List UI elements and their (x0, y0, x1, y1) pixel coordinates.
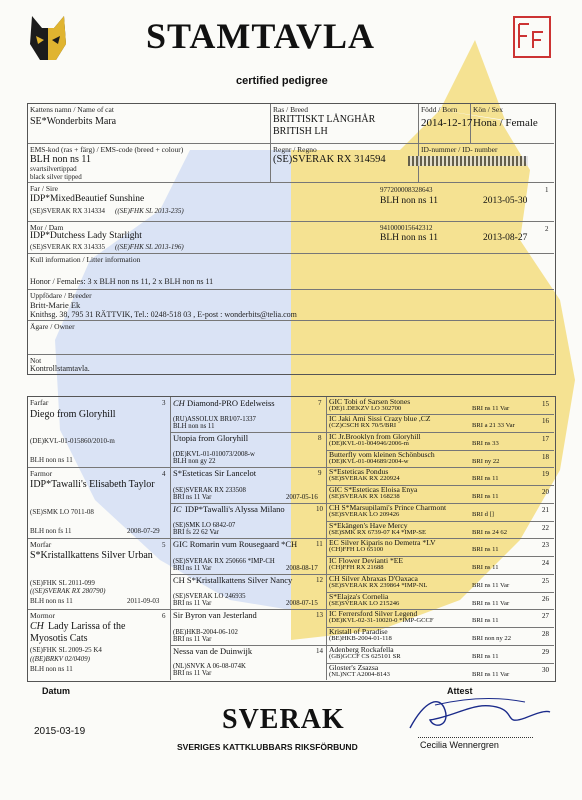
gen4-20-name: GIC S*Esteticas Eloisa Enya (329, 485, 418, 494)
gen4-20-ems: BRI ns 11 (472, 493, 499, 500)
gen4-24-number: 24 (542, 559, 549, 567)
gen4-25-reg: (SE)SVERAK RX 239864 *IMP-NL (329, 582, 428, 589)
gen3-12-reg: (SE)SVERAK LO 246935 (173, 593, 246, 600)
maternal-grandsire-label: Morfar (30, 540, 52, 549)
litter-text: Honor / Females: 3 x BLH non ns 11, 2 x BLH non ns 11 (30, 277, 214, 286)
gen3-11-date: 2008-08-17 (286, 565, 318, 572)
gen4-30-ems: BRI ns 11 Var (472, 671, 510, 678)
paternal-grandsire-reg: (DE)KVL-01-015860/2010-m (30, 437, 115, 445)
gen4-26-reg: (SE)SVERAK LO 215246 (329, 600, 400, 607)
gen4-15-number: 15 (542, 400, 549, 408)
gen4-24-name: IC Flower Devianti *EE (329, 556, 404, 565)
gen4-19-ems: BRI ns 11 (472, 475, 499, 482)
litter-label: Kull information / Litter information (30, 255, 141, 264)
gen3-10-number: 10 (316, 505, 323, 513)
gen4-22-name: S*Ekängen's Have Mercy (329, 521, 408, 530)
gen3-10-reg: (SE)SMK LO 6842-07 (173, 522, 236, 529)
paternal-grandsire-ems: BLH non ns 11 (30, 456, 73, 464)
gen4-21-reg: (SE)SVERAK LO 209426 (329, 511, 400, 518)
dam-ems: BLH non ns 11 (380, 233, 438, 243)
gen4-28-ems: BRI non ny 22 (472, 635, 512, 642)
gen4-16-name: IC Jaki Ami Sissi Crazy blue ,CZ (329, 414, 431, 423)
gen4-21-name: CH S*Marsupilami's Prince Charmont (329, 503, 447, 512)
paternal-granddam-ems: BLH non fs 11 (30, 527, 72, 535)
gen3-13-reg: (BE)HKB-2004-06-102 (173, 629, 238, 636)
document-date: 2015-03-19 (34, 726, 86, 737)
gen3-8-ems: BLH non gy 22 (173, 458, 216, 465)
sire-number: 1 (545, 186, 549, 194)
paternal-granddam-reg: (SE)SMK LO 7011-08 (30, 508, 94, 516)
gen3-11-reg: (SE)SVERAK RX 250666 *IMP-CH (173, 558, 275, 565)
page-subtitle: certified pedigree (236, 75, 328, 87)
gen4-29-reg: (GB)GCCF CS 625101 SR (329, 653, 401, 660)
gen4-24-reg: (CH)FFH RX 21688 (329, 564, 384, 571)
gen4-17-reg: (DE)KVL-01-004946/2006-m (329, 440, 409, 447)
cat-name: SE*Wonderbits Mara (30, 116, 117, 127)
gen3-10-prefix: IC (173, 504, 182, 514)
gen3-11-ems: BRI ns 11 Var (173, 565, 212, 572)
id-label: ID-nummer / ID- number (421, 145, 498, 154)
sverak-cat-logo-icon (28, 14, 68, 62)
maternal-granddam-name2: Myosotis Cats (30, 633, 88, 644)
gen4-15-ems: BRI ns 11 Var (472, 405, 510, 412)
gen4-23-number: 23 (542, 541, 549, 549)
gen3-7-ems: BLH non ns 11 (173, 423, 215, 430)
sire-ems: BLH non ns 11 (380, 196, 438, 206)
gen4-30-number: 30 (542, 666, 549, 674)
dam-reg: (SE)SVERAK RX 314335 (30, 243, 106, 251)
gen3-9-number: 9 (318, 469, 322, 477)
sire-reg2: ((SE)FHK SL 2013-235) (115, 207, 184, 215)
gen4-18-name: Butterfly vom kleinen Schönbusch (329, 450, 435, 459)
gen4-22-ems: BRI ns 24 62 (472, 529, 507, 536)
gen4-25-ems: BRI ns 11 Var (472, 582, 510, 589)
gen3-12-ems: BRI ns 11 Var (173, 600, 212, 607)
gen3-10-ems: BRI fs 22 62 Var (173, 529, 219, 536)
maternal-granddam-reg: (SE)FHK SL 2009-25 K4 (30, 646, 102, 654)
gen4-30-reg: (NL)NCT A2004-8143 (329, 671, 390, 678)
gen3-10-name: IDP*Tawalli's Alyssa Milano (185, 504, 285, 514)
paternal-grandsire-number: 3 (162, 399, 166, 407)
maternal-granddam-label: Mormor (30, 611, 55, 620)
datum-label: Datum (42, 686, 71, 696)
owner-label: Ägare / Owner (30, 322, 75, 331)
paternal-granddam-number: 4 (162, 470, 166, 478)
maternal-grandsire-name: S*Kristallkattens Silver Urban (30, 550, 153, 561)
ems-label: EMS-kod (ras + färg) / EMS-code (breed + colour) (30, 145, 184, 154)
gen4-27-ems: BRI ns 11 (472, 617, 499, 624)
gen4-26-name: S*Elajza's Cornelia (329, 592, 389, 601)
gen4-19-reg: (SE)SVERAK RX 220924 (329, 475, 400, 482)
gen4-18-ems: BRI ny 22 (472, 458, 500, 465)
gen4-25-number: 25 (542, 577, 549, 585)
reg-label: Regnr / Regno (273, 145, 317, 154)
sire-chip: 977200008328643 (380, 186, 433, 194)
gen4-17-ems: BRI ns 33 (472, 440, 499, 447)
breeder-label: Uppfödare / Breeder (30, 291, 92, 300)
gen4-27-reg: (DE)KVL-02-31-10020-0 *IMP-GCCF (329, 617, 434, 624)
sire-name: IDP*MixedBeautief Sunshine (30, 194, 145, 204)
gen4-25-name: CH Silver Abraxas D'Oaxaca (329, 574, 418, 583)
note-text: Kontrollstamtavla. (30, 364, 90, 373)
gen4-19-number: 19 (542, 470, 549, 478)
id-number-redacted (408, 156, 528, 166)
gen4-19-name: S*Esteticas Pondus (329, 467, 389, 476)
gen4-26-number: 26 (542, 595, 549, 603)
page-title: STAMTAVLA (146, 16, 376, 56)
gen4-22-number: 22 (542, 524, 549, 532)
born-label: Född / Born (421, 105, 458, 114)
dam-label: Mor / Dam (30, 223, 64, 232)
gen4-24-ems: BRI ns 11 (472, 564, 499, 571)
gen4-23-ems: BRI ns 11 (472, 546, 499, 553)
breed-line1: BRITTISKT LÅNGHÅR (273, 114, 376, 125)
gen4-20-number: 20 (542, 488, 549, 496)
gen3-12-date: 2008-07-15 (286, 600, 318, 607)
gen3-11-number: 11 (316, 540, 323, 548)
sire-born: 2013-05-30 (483, 196, 528, 206)
paternal-granddam-date: 2008-07-29 (127, 527, 160, 535)
gen3-7-prefix: CH (173, 398, 185, 408)
color-swedish: svartsilvertippad (30, 165, 77, 173)
sire-label: Far / Sire (30, 184, 58, 193)
dam-reg2: ((SE)FHK SL 2013-196) (115, 243, 184, 251)
maternal-granddam-number: 6 (162, 612, 166, 620)
gen4-15-reg: (DE)1.DEKZV LO 302700 (329, 405, 402, 412)
gen4-30-name: Gloster's Zsazsa (329, 663, 379, 672)
breed-line2: BRITISH LH (273, 126, 328, 137)
dam-number: 2 (545, 225, 549, 233)
gen3-13-name: Sir Byron van Jesterland (173, 610, 257, 620)
fife-logo (513, 16, 551, 58)
gen3-12-name: CH S*Kristallkattens Silver Nancy (173, 575, 293, 585)
reg-number: (SE)SVERAK RX 314594 (273, 154, 386, 165)
gen3-9-ems: BRI ns 11 Var (173, 494, 212, 501)
gen3-7-number: 7 (318, 399, 322, 407)
signature-line (418, 737, 533, 738)
maternal-grandsire-number: 5 (162, 541, 166, 549)
maternal-grandsire-ems: BLH non ns 11 (30, 597, 73, 605)
ems-code: BLH non ns 11 (30, 154, 92, 165)
gen3-14-name: Nessa van de Duinwijk (173, 646, 253, 656)
paternal-grandsire-label: Farfar (30, 398, 49, 407)
gen4-28-number: 28 (542, 630, 549, 638)
gen4-29-number: 29 (542, 648, 549, 656)
gen3-14-number: 14 (316, 647, 323, 655)
gen4-18-number: 18 (542, 453, 549, 461)
gen4-20-reg: (SE)SVERAK RX 168238 (329, 493, 400, 500)
gen3-7-reg: (RU)ASSOLUX BRI/07-1337 (173, 416, 256, 423)
breeder-name: Britt-Marie Ek (30, 300, 81, 310)
gen3-9-reg: (SE)SVERAK RX 233508 (173, 487, 246, 494)
gen4-16-ems: BRI a 21 33 Var (472, 422, 515, 429)
cat-name-label: Kattens namn / Name of cat (30, 105, 114, 114)
gen4-16-number: 16 (542, 417, 549, 425)
maternal-grandsire-reg: (SE)FHK SL 2011-099 (30, 579, 95, 587)
gen3-13-ems: BRI ns 11 Var (173, 636, 212, 643)
paternal-granddam-label: Farmor (30, 469, 53, 478)
gen4-27-name: IC Ferrersford Silver Legend (329, 609, 418, 618)
gen3-8-number: 8 (318, 434, 322, 442)
born-date: 2014-12-17 (421, 117, 473, 129)
color-english: black silver tipped (30, 173, 82, 181)
note-label: Not (30, 356, 42, 365)
gen3-9-name: S*Esteticas Sir Lancelot (173, 468, 257, 478)
paternal-granddam-name: IDP*Tawalli's Elisabeth Taylor (30, 479, 155, 490)
gen3-14-reg: (NL)SNVK A 06-08-074K (173, 663, 246, 670)
gen4-21-ems: BRI d [] (472, 511, 494, 518)
organization-name: SVERAK (222, 704, 345, 735)
maternal-grandsire-date: 2011-09-03 (127, 597, 160, 605)
gen4-22-reg: (SE)SMK RX 6739-07 K4 *IMP-SE (329, 529, 427, 536)
sire-reg: (SE)SVERAK RX 314334 (30, 207, 106, 215)
gen4-28-reg: (BE)HKB-2004-01-118 (329, 635, 392, 642)
fife-logo-icon (515, 18, 549, 56)
attest-label: Attest (447, 686, 473, 696)
gen3-9-date: 2007-05-16 (286, 494, 318, 501)
gen4-23-reg: (CH)FFH LO 65100 (329, 546, 384, 553)
gen3-11-name: GIC Romarin vum Rousegaard *CH (173, 539, 298, 549)
gen3-8-reg: (DE)KVL-01-010073/2008-w (173, 451, 255, 458)
maternal-granddam-ems: BLH non ns 11 (30, 665, 73, 673)
dam-born: 2013-08-27 (483, 233, 528, 243)
gen4-15-name: GIC Tobi of Sarsen Stones (329, 397, 411, 406)
maternal-granddam-title: CH (30, 621, 44, 632)
breeder-address: Knithsg. 38, 795 31 RÄTTVIK, Tel.: 0248-518 03 , E-post : wonderbits@telia.com (30, 310, 297, 319)
organization-full-name: SVERIGES KATTKLUBBARS RIKSFÖRBUND (177, 742, 358, 752)
gen3-7-name: Diamond-PRO Edelweiss (187, 398, 275, 408)
gen4-18-reg: (DE)KVL-01-004689/2004-w (329, 458, 409, 465)
gen3-14-ems: BRI ns 11 Var (173, 670, 212, 677)
gen4-29-name: Adenberg Rockafella (329, 645, 394, 654)
gen4-27-number: 27 (542, 612, 549, 620)
sex-value: Hona / Female (473, 117, 538, 129)
gen4-16-reg: (CZ)CSCH RX 70/5/BRI (329, 422, 397, 429)
gen3-8-name: Utopia from Gloryhill (173, 433, 249, 443)
gen4-23-name: EC Silver Kiparis no Demetra *LV (329, 538, 436, 547)
gen4-29-ems: BRI ns 11 (472, 653, 499, 660)
gen4-26-ems: BRI ns 11 Var (472, 600, 510, 607)
maternal-granddam-reg2: ((BE)BRKV 02/0409) (30, 655, 90, 663)
maternal-granddam-name: Lady Larissa of the (48, 621, 126, 632)
signer-name: Cecilia Wennergren (420, 740, 499, 750)
gen4-28-name: Kristall of Paradise (329, 627, 388, 636)
breed-label: Ras / Breed (273, 105, 308, 114)
maternal-grandsire-reg2: ((SE)SVERAK RX 280790) (30, 587, 106, 595)
signature-icon (405, 690, 555, 740)
paternal-grandsire-name: Diego from Gloryhill (30, 409, 116, 420)
dam-chip: 941000015642312 (380, 224, 433, 232)
gen4-21-number: 21 (542, 506, 549, 514)
gen3-12-number: 12 (316, 576, 323, 584)
gen4-17-number: 17 (542, 435, 549, 443)
gen4-17-name: IC Jr.Brooklyn from Gloryhill (329, 432, 421, 441)
gen3-13-number: 13 (316, 611, 323, 619)
sex-label: Kön / Sex (473, 105, 503, 114)
dam-name: IDP*Dutchess Lady Starlight (30, 231, 142, 241)
